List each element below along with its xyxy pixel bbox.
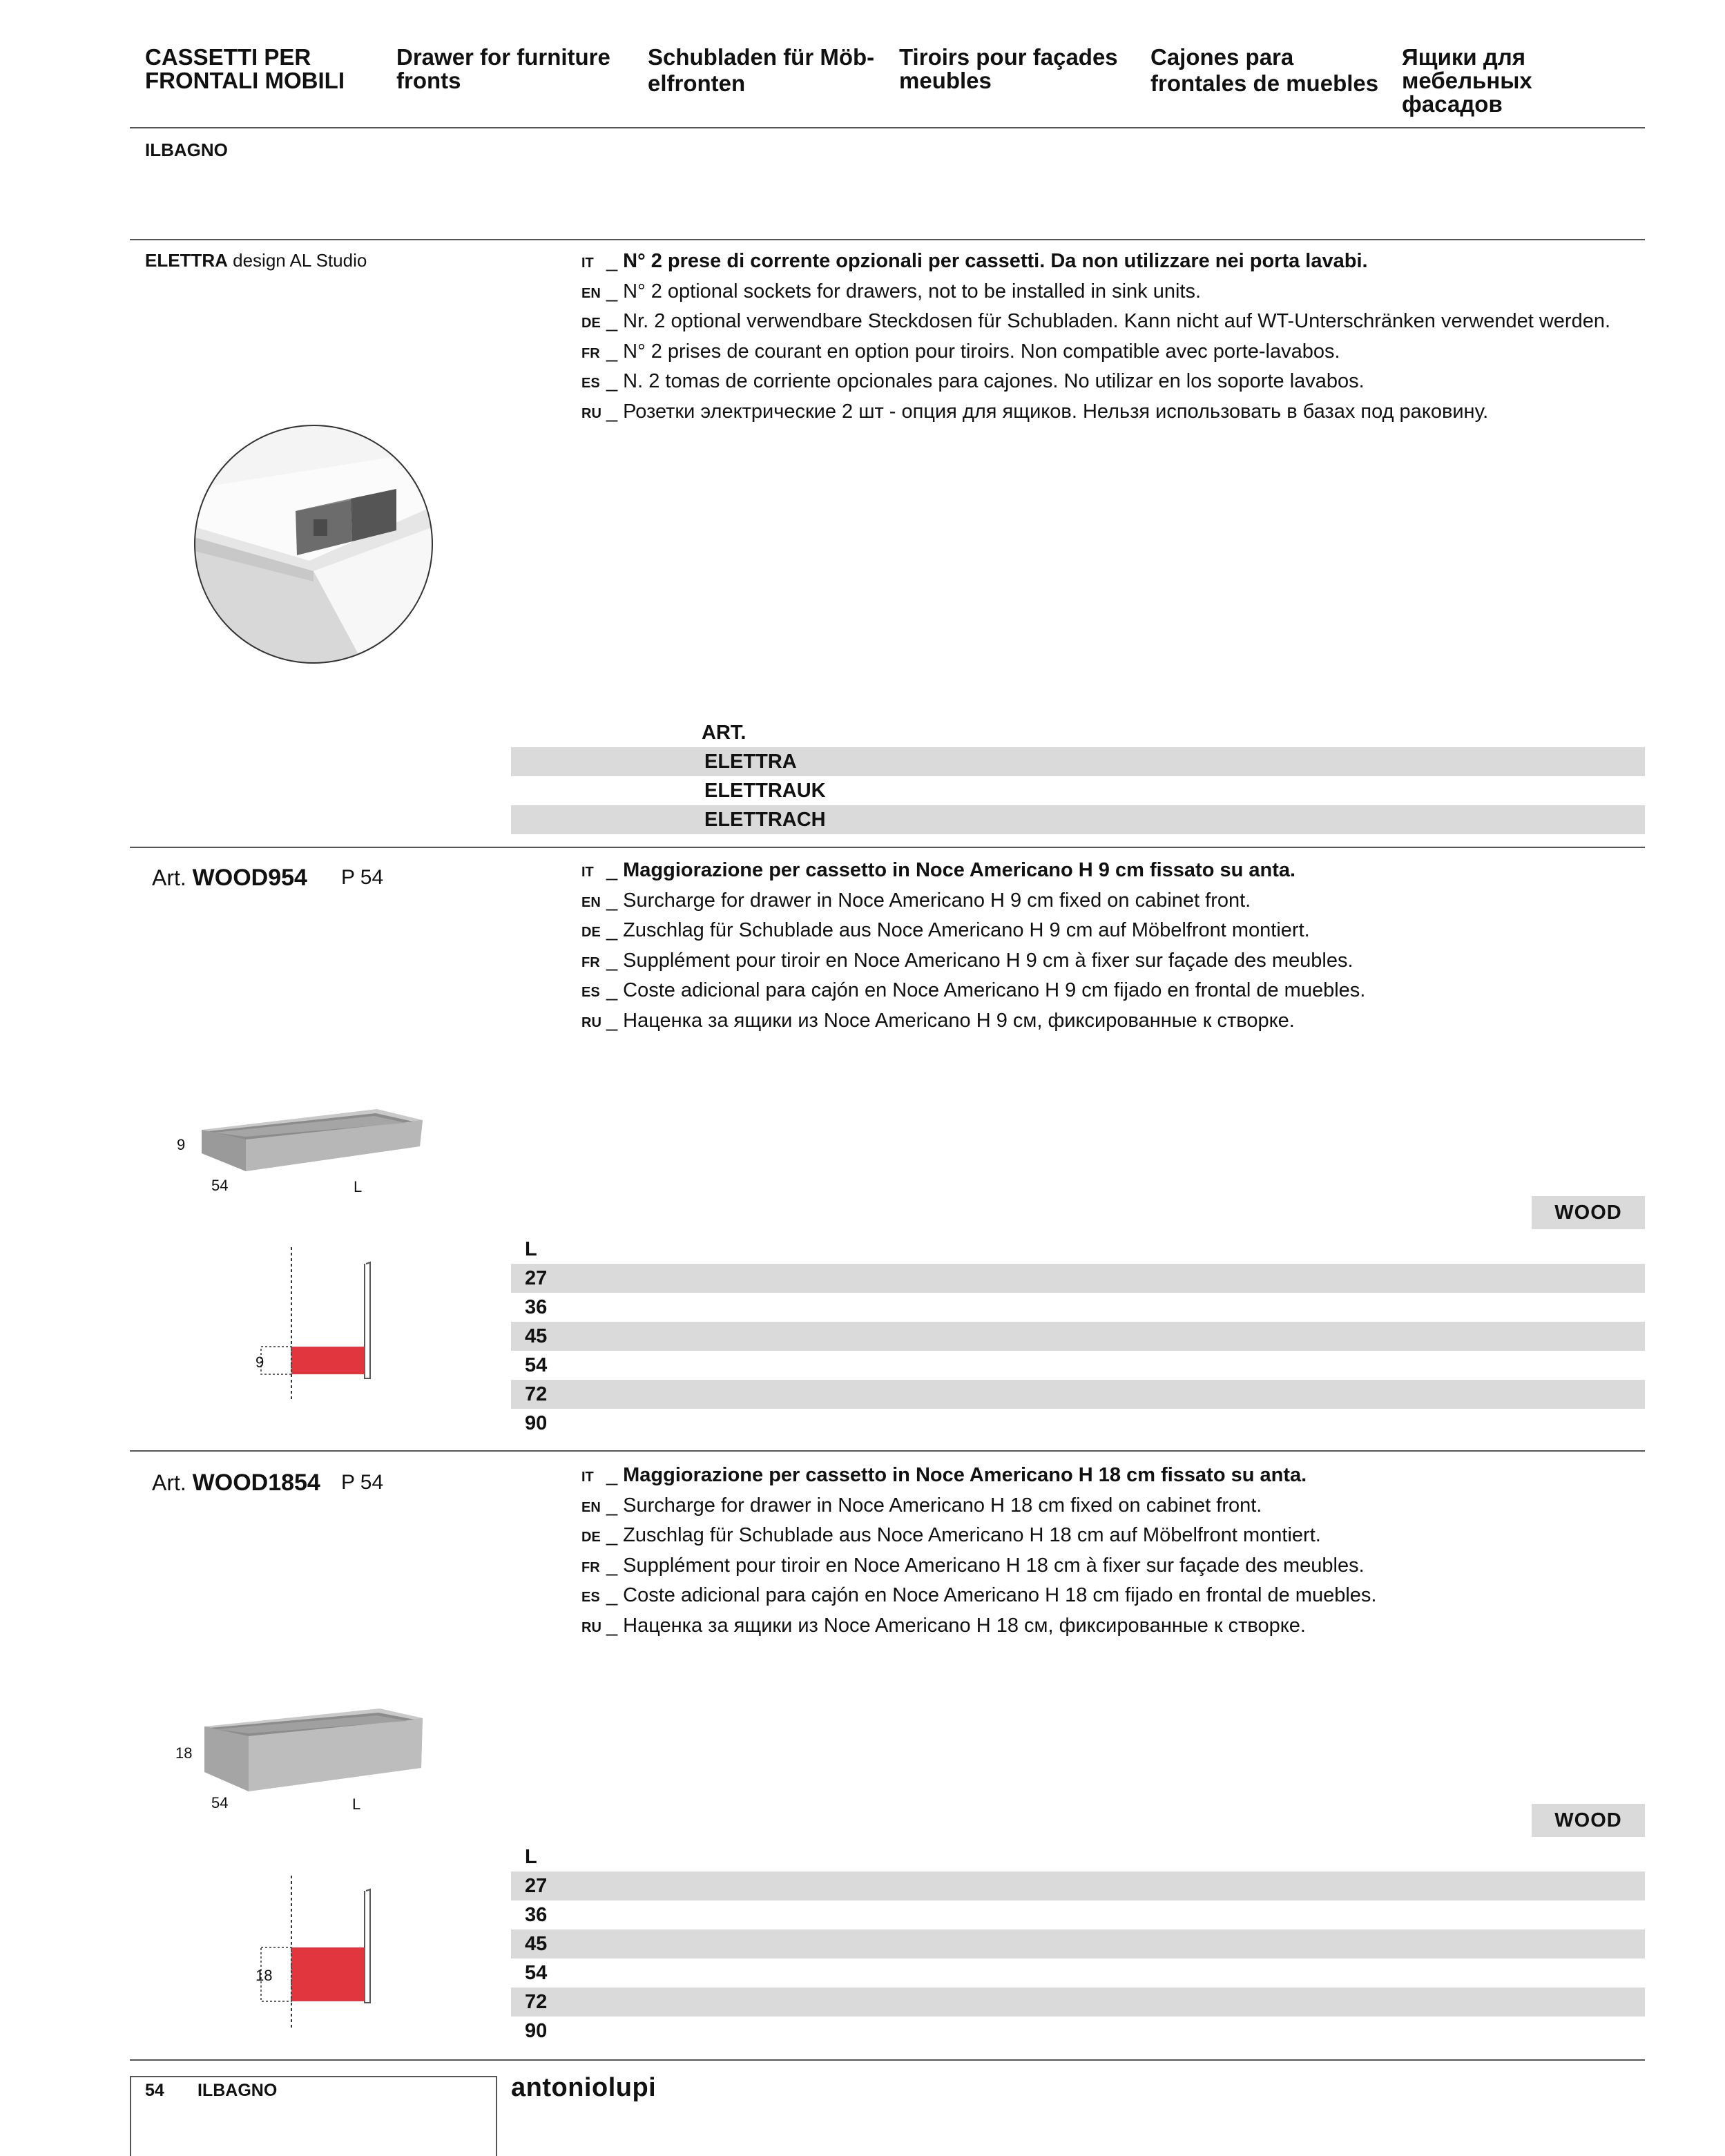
separator: _ [606, 250, 618, 272]
language-code: ES [581, 376, 600, 391]
table-row [511, 2017, 1645, 2046]
elettra-line-it [581, 247, 1659, 278]
description-text: Розетки электрические 2 шт - опция для ящиков. Нельзя использовать в базах под раковину. [623, 400, 1489, 423]
language-code: FR [581, 1559, 600, 1575]
wood1854-line-en [581, 1492, 1659, 1522]
wood954-depth: P 54 [341, 866, 384, 889]
wood1854-dim-length: L [352, 1796, 361, 1813]
wood954-line-fr [581, 947, 1659, 977]
wood1854-table-header [511, 1842, 1645, 1871]
table-cell: 90 [525, 1412, 548, 1434]
wood1854-descriptions [581, 1461, 1659, 1642]
header-col-ru [1402, 46, 1637, 116]
language-code: DE [581, 1530, 601, 1545]
separator: _ [606, 370, 618, 392]
section-title: ILBAGNO [145, 139, 228, 160]
elettra-line-en [581, 278, 1659, 308]
separator: _ [606, 1524, 618, 1546]
page-number: 54 [145, 2081, 164, 2100]
table-row [511, 1380, 1645, 1409]
description-text: N° 2 prese di corrente opzionali per cassetti. Da non utilizzare nei porta lavabi. [623, 250, 1368, 272]
table-row [511, 1264, 1645, 1293]
table-cell: 27 [525, 1267, 548, 1289]
table-row [511, 1293, 1645, 1322]
description-text: Surcharge for drawer in Noce Americano H 18 cm fixed on cabinet front. [623, 1494, 1262, 1517]
elettra-name: ELETTRA [145, 250, 228, 271]
language-code: DE [581, 925, 601, 940]
header-col-it-line2: FRONTALI MOBILI [145, 68, 345, 93]
description-text: Supplément pour tiroir en Noce Americano H 9 cm à fixer sur façade des meubles. [623, 949, 1353, 972]
elettra-line-ru [581, 398, 1659, 428]
wood1854-dim-height: 18 [175, 1744, 193, 1762]
separator: _ [606, 340, 618, 363]
description-text: N° 2 prises de courant en option pour tiroirs. Non compatible avec porte-lavabos. [623, 340, 1340, 363]
brand-logo: antoniolupi [511, 2073, 657, 2102]
language-code: DE [581, 316, 601, 331]
header-col-de [648, 46, 883, 95]
header-rule [130, 127, 1645, 128]
description-text: Surcharge for drawer in Noce Americano H 9 cm fixed on cabinet front. [623, 889, 1251, 912]
language-code: ES [581, 985, 600, 1000]
separator: _ [606, 1554, 618, 1577]
wood1854-rule [130, 1450, 1645, 1452]
wood1854-section-dim: 18 [256, 1967, 273, 1984]
table-cell: 72 [525, 1383, 548, 1405]
separator: _ [606, 859, 618, 881]
wood1854-dim-depth: 54 [211, 1794, 229, 1811]
wood1854-code: WOOD1854 [192, 1470, 320, 1496]
elettra-rule [130, 239, 1645, 240]
language-code: RU [581, 1014, 601, 1030]
wood1854-line-ru [581, 1612, 1659, 1642]
socket-detail-image [192, 423, 435, 666]
wood954-descriptions [581, 856, 1659, 1037]
separator: _ [606, 979, 618, 1001]
table-row [511, 1871, 1645, 1900]
table-row [511, 1351, 1645, 1380]
header-col-ru-line1: Ящики для [1402, 44, 1525, 70]
description-text: Zuschlag für Schublade aus Noce Americano H 18 cm auf Möbelfront montiert. [623, 1524, 1321, 1546]
wood954-line-ru [581, 1007, 1659, 1037]
description-text: N° 2 optional sockets for drawers, not to be installed in sink units. [623, 280, 1202, 302]
separator: _ [606, 889, 618, 912]
header-col-it [145, 46, 380, 93]
footer-rule [130, 2059, 1645, 2061]
wood1854-line-it [581, 1461, 1659, 1492]
description-text: Maggiorazione per cassetto in Noce Americano H 9 cm fissato su anta. [623, 859, 1296, 881]
table-row [511, 776, 1645, 805]
header-col-de-line2: elfronten [648, 70, 746, 96]
language-code: RU [581, 1619, 601, 1635]
elettra-line-fr [581, 338, 1659, 368]
header-col-en [396, 46, 631, 93]
elettra-descriptions [581, 247, 1659, 427]
header-col-fr-line2: meubles [899, 68, 992, 93]
separator: _ [606, 919, 618, 941]
wood954-rule [130, 847, 1645, 848]
language-code: IT [581, 865, 594, 880]
table-row [511, 747, 1645, 776]
language-code: EN [581, 285, 601, 301]
table-cell: ELETTRA [704, 751, 797, 773]
description-text: Coste adicional para cajón en Noce Americano H 9 cm fijado en frontal de muebles. [623, 979, 1366, 1001]
table-row [511, 805, 1645, 834]
table-cell: 45 [525, 1325, 548, 1347]
wood1854-line-de [581, 1521, 1659, 1552]
header-col-en-line1: Drawer for furniture [396, 44, 610, 70]
wood954-section-dim: 9 [256, 1354, 264, 1371]
language-code: EN [581, 1499, 601, 1515]
language-code: IT [581, 256, 594, 271]
wood1854-section-diagram [256, 1871, 380, 2037]
table-cell: 54 [525, 1962, 548, 1984]
wood954-dim-length: L [354, 1178, 363, 1195]
elettra-design: design AL Studio [233, 250, 367, 271]
language-code: FR [581, 345, 600, 361]
wood954-code: WOOD954 [192, 865, 307, 891]
wood1854-drawer-section [291, 1947, 365, 2001]
table-cell: 36 [525, 1296, 548, 1318]
language-code: IT [581, 1470, 594, 1485]
wood954-drawer-image [197, 1105, 432, 1181]
separator: _ [606, 1464, 618, 1486]
wood1854-line-es [581, 1581, 1659, 1612]
table-row [511, 1929, 1645, 1958]
footer-box [130, 2076, 497, 2156]
separator: _ [606, 949, 618, 972]
wood954-finish-badge: WOOD [1532, 1196, 1645, 1229]
language-code: FR [581, 954, 600, 970]
header-col-de-line1: Schubladen für Möb- [648, 44, 875, 70]
elettra-line-de [581, 307, 1659, 338]
wood954-dim-depth: 54 [211, 1177, 229, 1194]
separator: _ [606, 1584, 618, 1606]
header-col-es [1150, 46, 1385, 95]
table-row [511, 1900, 1645, 1929]
header-col-ru-line3: фасадов [1402, 91, 1503, 117]
table-cell: 90 [525, 2020, 548, 2042]
description-text: N. 2 tomas de corriente opcionales para cajones. No utilizar en los soporte lavabos. [623, 370, 1365, 392]
header-col-ru-line2: мебельных [1402, 68, 1532, 93]
elettra-table-header [511, 718, 1645, 747]
wood954-art-prefix: Art. [152, 865, 186, 890]
wood954-line-de [581, 916, 1659, 947]
header-col-fr-line1: Tiroirs pour façades [899, 44, 1118, 70]
description-text: Наценка за ящики из Noce Americano H 9 см, фиксированные к створке. [623, 1009, 1295, 1032]
table-cell: 36 [525, 1904, 548, 1926]
wood954-line-es [581, 976, 1659, 1007]
table-row [511, 1322, 1645, 1351]
language-code: RU [581, 405, 601, 421]
wood954-table-header-label: L [525, 1238, 537, 1260]
header-col-it-line1: CASSETTI PER [145, 44, 311, 70]
wood954-drawer-section [291, 1347, 365, 1374]
wood954-line-en [581, 887, 1659, 917]
table-cell: 54 [525, 1354, 548, 1376]
table-cell: 72 [525, 1991, 548, 2013]
wood1854-finish-badge: WOOD [1532, 1804, 1645, 1837]
table-cell: ELETTRACH [704, 809, 826, 831]
table-cell: ELETTRAUK [704, 780, 826, 802]
separator: _ [606, 1009, 618, 1032]
separator: _ [606, 280, 618, 302]
footer-section: ILBAGNO [197, 2081, 278, 2100]
language-code: EN [581, 894, 601, 910]
language-code: ES [581, 1590, 600, 1605]
description-text: Zuschlag für Schublade aus Noce Americano H 9 cm auf Möbelfront montiert. [623, 919, 1310, 941]
description-text: Наценка за ящики из Noce Americano H 18 см, фиксированные к створке. [623, 1614, 1306, 1637]
separator: _ [606, 310, 618, 332]
header-col-en-line2: fronts [396, 68, 461, 93]
wood1854-depth: P 54 [341, 1471, 384, 1494]
description-text: Maggiorazione per cassetto in Noce Americano H 18 cm fissato su anta. [623, 1464, 1307, 1486]
table-cell: 45 [525, 1933, 548, 1955]
table-row [511, 1409, 1645, 1438]
wood1854-line-fr [581, 1552, 1659, 1582]
separator: _ [606, 1614, 618, 1637]
wood1854-drawer-image [200, 1706, 435, 1796]
wood954-section-diagram [256, 1243, 380, 1409]
description-text: Nr. 2 optional verwendbare Steckdosen für Schubladen. Kann nicht auf WT-Unterschränken verwendet werden. [623, 310, 1611, 332]
wood954-dim-height: 9 [177, 1136, 186, 1153]
header-col-fr [899, 46, 1134, 93]
wood1854-table-header-label: L [525, 1846, 537, 1868]
wood954-line-it [581, 856, 1659, 887]
header-col-es-line2: frontales de muebles [1150, 70, 1379, 96]
table-cell: 27 [525, 1875, 548, 1897]
separator: _ [606, 400, 618, 423]
description-text: Coste adicional para cajón en Noce Americano H 18 cm fijado en frontal de muebles. [623, 1584, 1377, 1606]
separator: _ [606, 1494, 618, 1517]
elettra-line-es [581, 367, 1659, 398]
elettra-table-header-label: ART. [702, 722, 746, 744]
wood954-table-header [511, 1235, 1645, 1264]
table-row [511, 1958, 1645, 1987]
wood1854-art-prefix: Art. [152, 1470, 186, 1495]
wood1854-title [152, 1470, 320, 1496]
header-col-es-line1: Cajones para [1150, 44, 1294, 70]
wood954-title [152, 865, 307, 892]
description-text: Supplément pour tiroir en Noce Americano H 18 cm à fixer sur façade des meubles. [623, 1554, 1365, 1577]
elettra-title [145, 250, 367, 271]
table-row [511, 1987, 1645, 2017]
